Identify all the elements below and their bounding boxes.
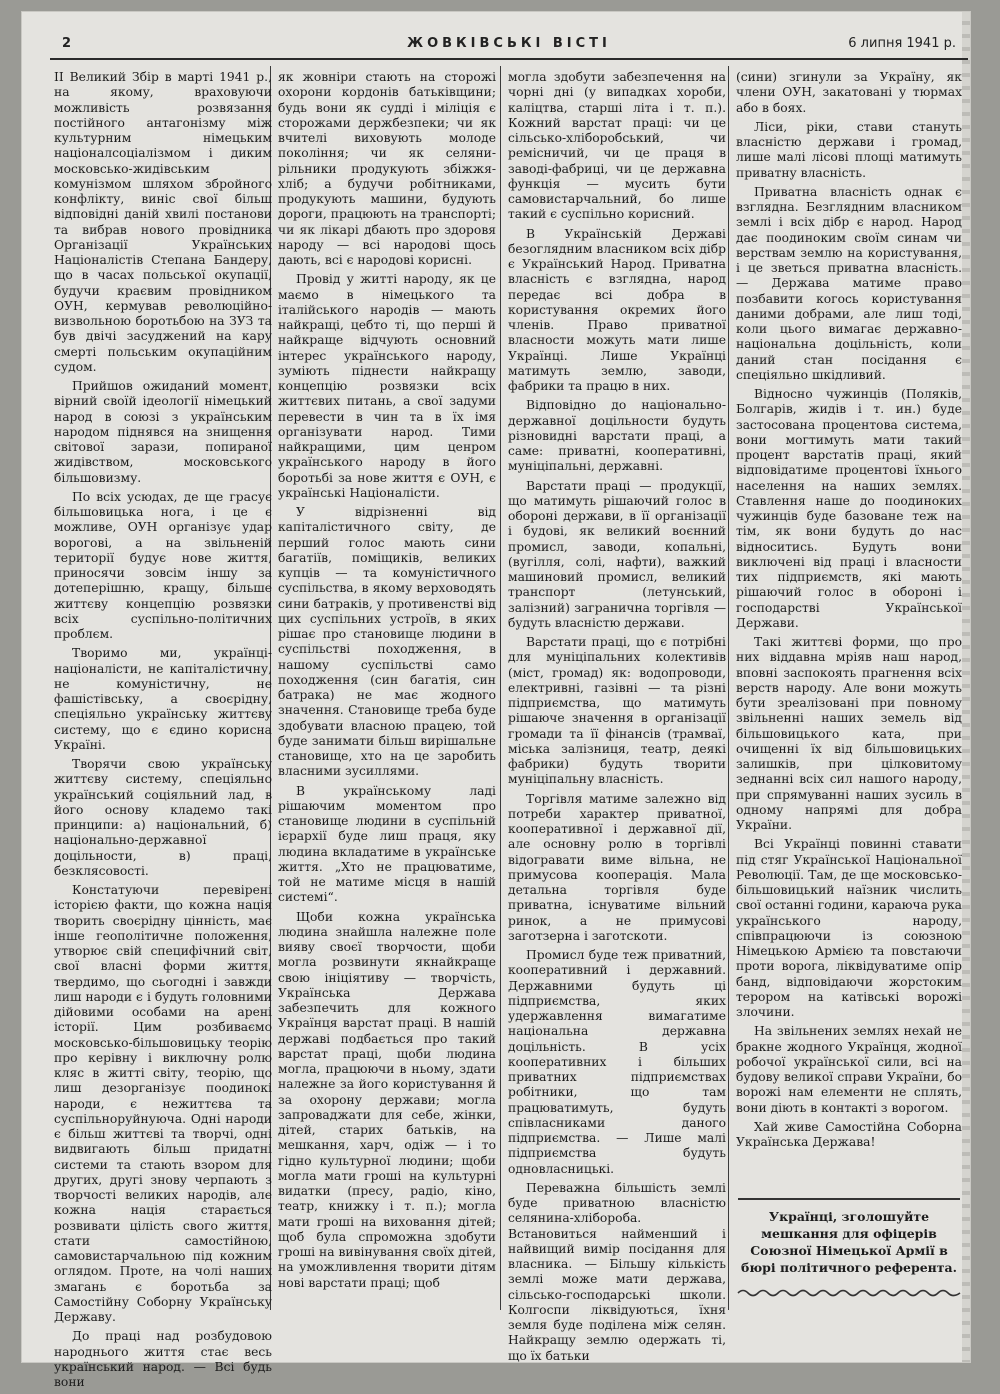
- newspaper-page: [22, 12, 970, 1389]
- paragraph: Відповідно до національно-державної доцільности будуть різновидні варстати праці, а саме: приватні, кооперативні, муніціпальні, державні.: [508, 398, 726, 474]
- paragraph: Промисл буде теж приватний, кооперативний і державний. Державними будуть ці підприємства, яких удержавлення вимагатиме національна державна доцільність. В усіх кооперативних і більших приватних підприємствах робітники, що там працюватимуть, будуть співласниками даного підприємства. — Лише малі підприємства будуть одновласницькі.: [508, 948, 726, 1176]
- paragraph: Відносно чужинців (Поляків, Болгарів, жидів і т. ин.) буде застосована процентова система, вони могтимуть мати такий процент варстатів праці, який відповідатиме процентові їхнього населення на наших землях. Ставлення наше до поодиноких чужинців буде базоване теж на тім, як вони будуть до нас відноситись. Будуть вони виключені від праці і власности тих підприємств, які мають рішаючий голос в обороні і господарстві Української Держави.: [736, 387, 962, 630]
- paragraph: Щоби кожна українська людина знайшла належне поле вияву своєї творчости, щоби могла розвинути якнайкраще свою ініціятиву — творчість, Українська Держава забезпечить для кожного Українця варстат праці. В нашій державі подбається про такий варстат праці, щоби людина могла, працюючи в ньому, здати належне за його користування й за охорону держави; могла запроваджати для себе, жінки, дітей, старих батьків, на мешкання, харч, одіж — і то гідно культурної людини; щоби могла мати гроші на культурні видатки (пресу, радіо, кіно, театр, книжку і т. п.); могла мати гроші на виховання дітей; щоб була спроможна здобути гроші на вивінування своїх дітей, на уможливлення творити дітям нові варстати праці; щоб: [278, 909, 496, 1290]
- decorative-wave-rule: [738, 1288, 960, 1298]
- paragraph: Провід у житті народу, як це маємо в німецького та італійського народів — мають найкращі, цебто ті, що перші й найкраще відчують основний інтерес українського народу, зуміють піднести найкращу концепцію розвязки всіх життєвих питань, а свої задуми перевести в чин та в їх імя організувати народ. Тими найкращими, цим ценром українського народу в його боротьбі за нове життя є ОУН, є українські Націоналісти.: [278, 272, 496, 500]
- paragraph: (сини) згинули за Україну, як члени ОУН, закатовані у тюрмах або в боях.: [736, 70, 962, 115]
- paragraph: як жовніри стають на сторожі охорони кордонів батьківщини; будь вони як судді і міліція є сторожами держбезпеки; чи як вчителі виховують молоде покоління; чи як селяни-рільники продукують збіжжя-хліб; а будучи робітниками, продукують машини, будують дороги, працюють на транспорті; чи як лікарі дбають про здоровя народу — всі народові щось дають, всі є народові корисні.: [278, 70, 496, 267]
- paragraph: Всі Українці повинні ставати під стяг Української Національної Революції. Там, де ще московсько-більшовицький наїзник числить свої останні години, караюча рука українського народу, співпрацюючи із союзною Німецькою Армією та повстаючи проти ворога, ліквідуватиме опір банд, відповідаючи жорстоким терором на катівські ворожі злочини.: [736, 837, 962, 1019]
- paragraph: Варстати праці — продукції, що матимуть рішаючий голос в обороні держави, в її організації і будові, як великий воєнний промисл, заводи, копальні, (вугілля, солі, нафти), важкий машиновий промисл, великий транспорт (летунський, залізний) загранична торгівля — будуть власністю держави.: [508, 478, 726, 630]
- paragraph: У відрізненні від капіталістичного світу, де перший голос мають сини багатіїв, поміщиків, великих купців — та комуністичного суспільства, в якому верховодять сини батраків, у противенстві від цих суспільних устроїв, в яких рішає про становище людини в суспільстві походження, в нашому суспільстві само походження (син багатія, син батрака) не має жодного значення. Становище треба буде здобувати власною працею, той буде занимати більш вирішальне становище, хто на це заробить власними зусиллями.: [278, 505, 496, 779]
- closing-slogan: Хай живе Самостійна Соборна Українська Держава!: [736, 1119, 962, 1149]
- article-column-2: [278, 70, 496, 1295]
- paragraph: могла здобути забезпечення на чорні дні (у випадках хороби, каліцтва, старші літа і т. п.). Кожний варстат праці: чи це сільсько-хліборобський, чи ремісничий, чи це праця в заводі-фабриці, чи це державна функція — мусить бути самовистарчальний, бо лише такий є суспільно корисний.: [508, 70, 726, 222]
- notice-separator: [738, 1198, 960, 1200]
- paragraph: Торгівля матиме залежно від потреби характер приватної, кооперативної і державної дії, але основну ролю в торгівлі відогравати виме вільна, не примусова кооперація. Мала детальна торгівля буде приватна, існуватиме вільний ринок, а не примусові заготзерна і заготскоти.: [508, 791, 726, 943]
- paragraph: До праці над розбудовою народнього життя стає весь український народ. — Всі будь вони: [54, 1329, 272, 1389]
- paragraph: Констатуючи перевірені історією факти, що кожна нація творить своєрідну цінність, має інше геополітичне положення, утворює свій специфічний світ, свої власні форми життя, твердимо, що сьогодні і завжди лиш народи є і будуть головними дійовими особами на арені історії. Цим розбиваємо московсько-більшовицьку теорію про керівну і виключну ролю кляс в житті світу, теорію, що лиш дезорганізує поодинокі народи, є нежиттєва та суспільноруйнуюча. Одні народи є більш життєві та творчі, одні видвигають більш придатні системи та стають взором для других, другі знову черпають з творчості великих народів, але кожна нація старається розвивати цілість свого життя, стати самостійною, самовистарчальною під кожним оглядом. Проте, на чолі наших змагань є боротьба за Самостійну Соборну Українську Державу.: [54, 883, 272, 1324]
- paragraph: Ліси, ріки, стави стануть власністю держави і громад, лише малі лісові площі матимуть приватну власність.: [736, 119, 962, 180]
- paragraph: Творимо ми, українці-націоналісти, не капіталістичну, не комуністичну, не фашістівську, а своєрідну, спеціяльно українську життєву систему, що є єдино корисна Україні.: [54, 646, 272, 752]
- article-column-1: [54, 70, 272, 1394]
- paragraph: По всіх усюдах, де ще грасує більшовицька нога, і це є можливе, ОУН організує удар ворогові, а на звільненій території будує нове життя, приносячи зовсім іншу за дотеперішню, кращу, більше життєву концепцію розвязки всіх суспільно-політичних проблєм.: [54, 489, 272, 641]
- article-column-3: [508, 70, 726, 1368]
- torn-page-edge: [962, 12, 970, 1362]
- housing-notice: Українці, зголошуйте мешкання для офіцерів Союзної Німецької Армії в бюрі політичного референта.: [740, 1209, 957, 1275]
- paragraph: Приватна власність однак є взглядна. Безглядним власником землі і всіх дібр є народ. Народ дає поодиноким своїм синам чи верствам землю на користування, і це зветься приватна власність. — Держава матиме право позбавити когось користування даними добрами, але лиш тоді, коли цього вимагає державно-національна доцільність, коли даний стан посідання є спеціяльно шкідливий.: [736, 184, 962, 382]
- issue-date: 6 липня 1941 р.: [848, 36, 956, 51]
- article-column-4: [736, 70, 962, 1154]
- paragraph: Творячи свою українську життєву систему, спеціяльно український соціяльний лад, в його основу кладемо такі принципи: а) національний, б) національно-державної доцільности, в) праці, безклясовості.: [54, 757, 272, 878]
- paragraph: На звільнених землях нехай не бракне жодного Українця, жодної робочої української сили, всі на будову великої справи України, бо ворожі нам елементи не сплять, вони діють в контакті з ворогом.: [736, 1024, 962, 1115]
- paragraph: В Українській Державі безоглядним власником всіх дібр є Український Народ. Приватна власність є взглядна, народ передає всі добра в користування окремих його членів. Право приватної власности можуть мати лише Українці. Лише Українці матимуть землю, заводи, фабрики та працю в них.: [508, 226, 726, 393]
- page-number: 2: [62, 36, 72, 51]
- column-rule: [728, 66, 729, 1310]
- paragraph: Варстати праці, що є потрібні для муніціпальних колективів (міст, громад) як: водопроводи, електривні, газівні — та різні підприємства, що матимуть рішаюче значення в організації громади та її фінансів (трамваї, міська залізниця, театр, деякі фабрики) будуть творити муніціпальну власність.: [508, 635, 726, 787]
- newspaper-title: ЖОВКІВСЬКІ ВІСТІ: [407, 36, 611, 51]
- paragraph: В українському ладі рішаючим моментом про становище людини в суспільній ієрархії буде лиш праця, яку людина вкладатиме в українське життя. „Хто не працюватиме, той не матиме місця в нашій системі“.: [278, 783, 496, 905]
- paragraph: Переважна більшість землі буде приватною власністю селянина-хлібороба. Встановиться найменший і найвищий вимір посідання для власника. — Більшу кількість землі може мати держава, сільсько-господарські школи. Колгоспи ліквідуються, їхня земля буде поділена між селян. Найкращу землю одержать ті, що їх батьки: [508, 1180, 726, 1363]
- page-header: [50, 32, 968, 60]
- paragraph: Прийшов ожиданий момент, вірний своїй ідеології німецький народ в союзі з українським народом піднявся на знищення світової зарази, попираної жидівством, московського більшовизму.: [54, 379, 272, 485]
- paragraph: Такі життєві форми, що про них віддавна мріяв наш народ, вповні заспокоять прагнення всіх верств народу. Але вони можуть бути зреалізовані при повному звільненні наших земель від більшовицького ката, при очищенні їх від більшовицьких залишків, при цілковитому зеднанні всіх сил нашого народу, при спрямуванні наших зусиль в одному напрямі для добра України.: [736, 635, 962, 832]
- column-rule: [500, 66, 501, 1310]
- paragraph: II Великий Збір в марті 1941 р., на якому, враховуючи можливість розвязання постійного антагонізму між культурним німецьким націоналсоціалізмом і диким московсько-жидівським комунізмом шляхом збройного конфлікту, виніс свої більш відповідні даній хвилі постанови та вибрав нового провідника Організації Українських Націоналістів Степана Бандеру, що в часах польської окупації, будучи краєвим провідником ОУН, кермував революційно-визвольною боротьбою на ЗУЗ та був двічі засуджений на кару смерті польським окупаційним судом.: [54, 70, 272, 374]
